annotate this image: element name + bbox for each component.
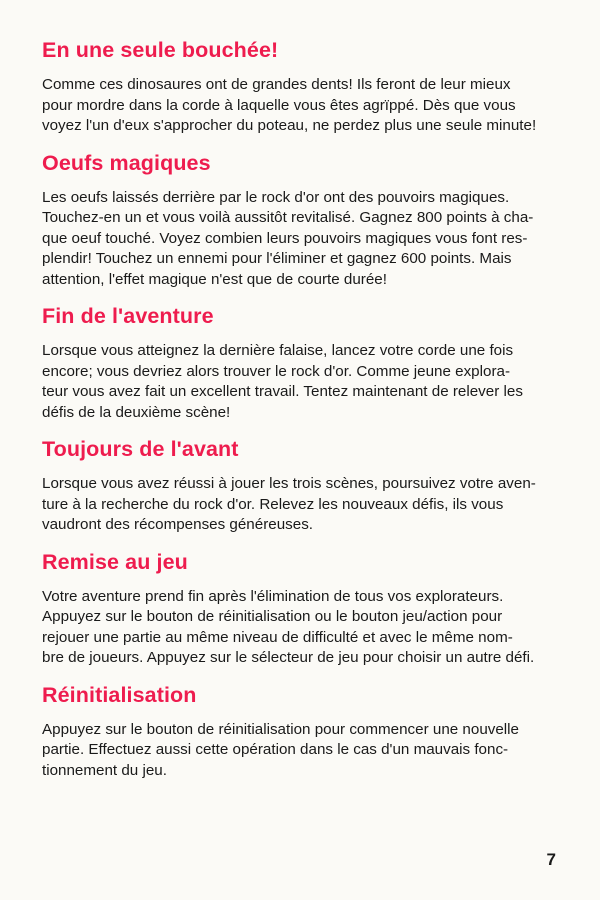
paragraph-line: Lorsque vous avez réussi à jouer les trois scènes, poursuivez votre aven- bbox=[42, 475, 536, 492]
paragraph-line: Comme ces dinosaures ont de grandes dents! Ils feront de leur mieux bbox=[42, 76, 511, 93]
paragraph-line: Votre aventure prend fin après l'élimination de tous vos explorateurs. bbox=[42, 587, 504, 605]
section-fin-aventure bbox=[42, 302, 572, 423]
paragraph-line: que oeuf touché. Voyez combien leurs pouvoirs magiques vous font res- bbox=[42, 229, 528, 247]
section-paragraph bbox=[42, 75, 572, 137]
section-remise-au-jeu bbox=[42, 548, 572, 669]
paragraph-line: rejouer une partie au même niveau de difficulté et avec le même nom- bbox=[42, 628, 513, 646]
page-number: 7 bbox=[546, 850, 556, 869]
content-column bbox=[42, 36, 572, 793]
section-heading: Fin de l'aventure bbox=[42, 304, 214, 328]
paragraph-line: tionnement du jeu. bbox=[42, 761, 167, 779]
section-heading: Remise au jeu bbox=[42, 549, 188, 574]
section-paragraph bbox=[42, 587, 572, 669]
paragraph-line: voyez l'un d'eux s'approcher du poteau, ne perdez plus une seule minute! bbox=[42, 117, 537, 134]
section-heading: En une seule bouchée! bbox=[42, 38, 279, 62]
section-paragraph bbox=[42, 188, 572, 291]
section-bouchee bbox=[42, 36, 572, 137]
section-toujours-avant bbox=[42, 435, 572, 536]
paragraph-line: teur vous avez fait un excellent travail. Tentez maintenant de relever les bbox=[42, 383, 523, 400]
paragraph-line: partie. Effectuez aussi cette opération dans le cas d'un mauvais fonc- bbox=[42, 741, 509, 758]
section-reinitialisation bbox=[42, 681, 572, 782]
paragraph-line: Lorsque vous atteignez la dernière falaise, lancez votre corde une fois bbox=[42, 342, 514, 359]
paragraph-line: Touchez-en un et vous voilà aussitôt revitalisé. Gagnez 800 points à cha- bbox=[42, 209, 534, 226]
paragraph-line: plendir! Touchez un ennemi pour l'éliminer et gagnez 600 points. Mais bbox=[42, 250, 512, 267]
paragraph-line: Appuyez sur le bouton de réinitialisation pour commencer une nouvelle bbox=[42, 720, 520, 738]
section-paragraph bbox=[42, 341, 572, 423]
section-paragraph bbox=[42, 720, 572, 782]
paragraph-line: encore; vous devriez alors trouver le rock d'or. Comme jeune explora- bbox=[42, 362, 511, 380]
paragraph-line: Appuyez sur le bouton de réinitialisation ou le bouton jeu/action pour bbox=[42, 608, 503, 625]
paragraph-line: défis de la deuxième scène! bbox=[42, 403, 231, 421]
section-paragraph bbox=[42, 474, 572, 536]
paragraph-line: vaudront des récompenses généreuses. bbox=[42, 516, 314, 533]
paragraph-line: ture à la recherche du rock d'or. Relevez les nouveaux défis, ils vous bbox=[42, 495, 504, 513]
section-heading: Toujours de l'avant bbox=[42, 437, 239, 461]
paragraph-line: bre de joueurs. Appuyez sur le sélecteur de jeu pour choisir un autre défi. bbox=[42, 649, 535, 666]
section-heading: Réinitialisation bbox=[42, 682, 197, 707]
paragraph-line: Les oeufs laissés derrière par le rock d'or ont des pouvoirs magiques. bbox=[42, 188, 510, 206]
section-oeufs-magiques bbox=[42, 149, 572, 291]
paragraph-line: pour mordre dans la corde à laquelle vous êtes agrïppé. Dès que vous bbox=[42, 96, 516, 114]
paragraph-line: attention, l'effet magique n'est que de courte durée! bbox=[42, 270, 387, 288]
section-heading: Oeufs magiques bbox=[42, 150, 211, 175]
